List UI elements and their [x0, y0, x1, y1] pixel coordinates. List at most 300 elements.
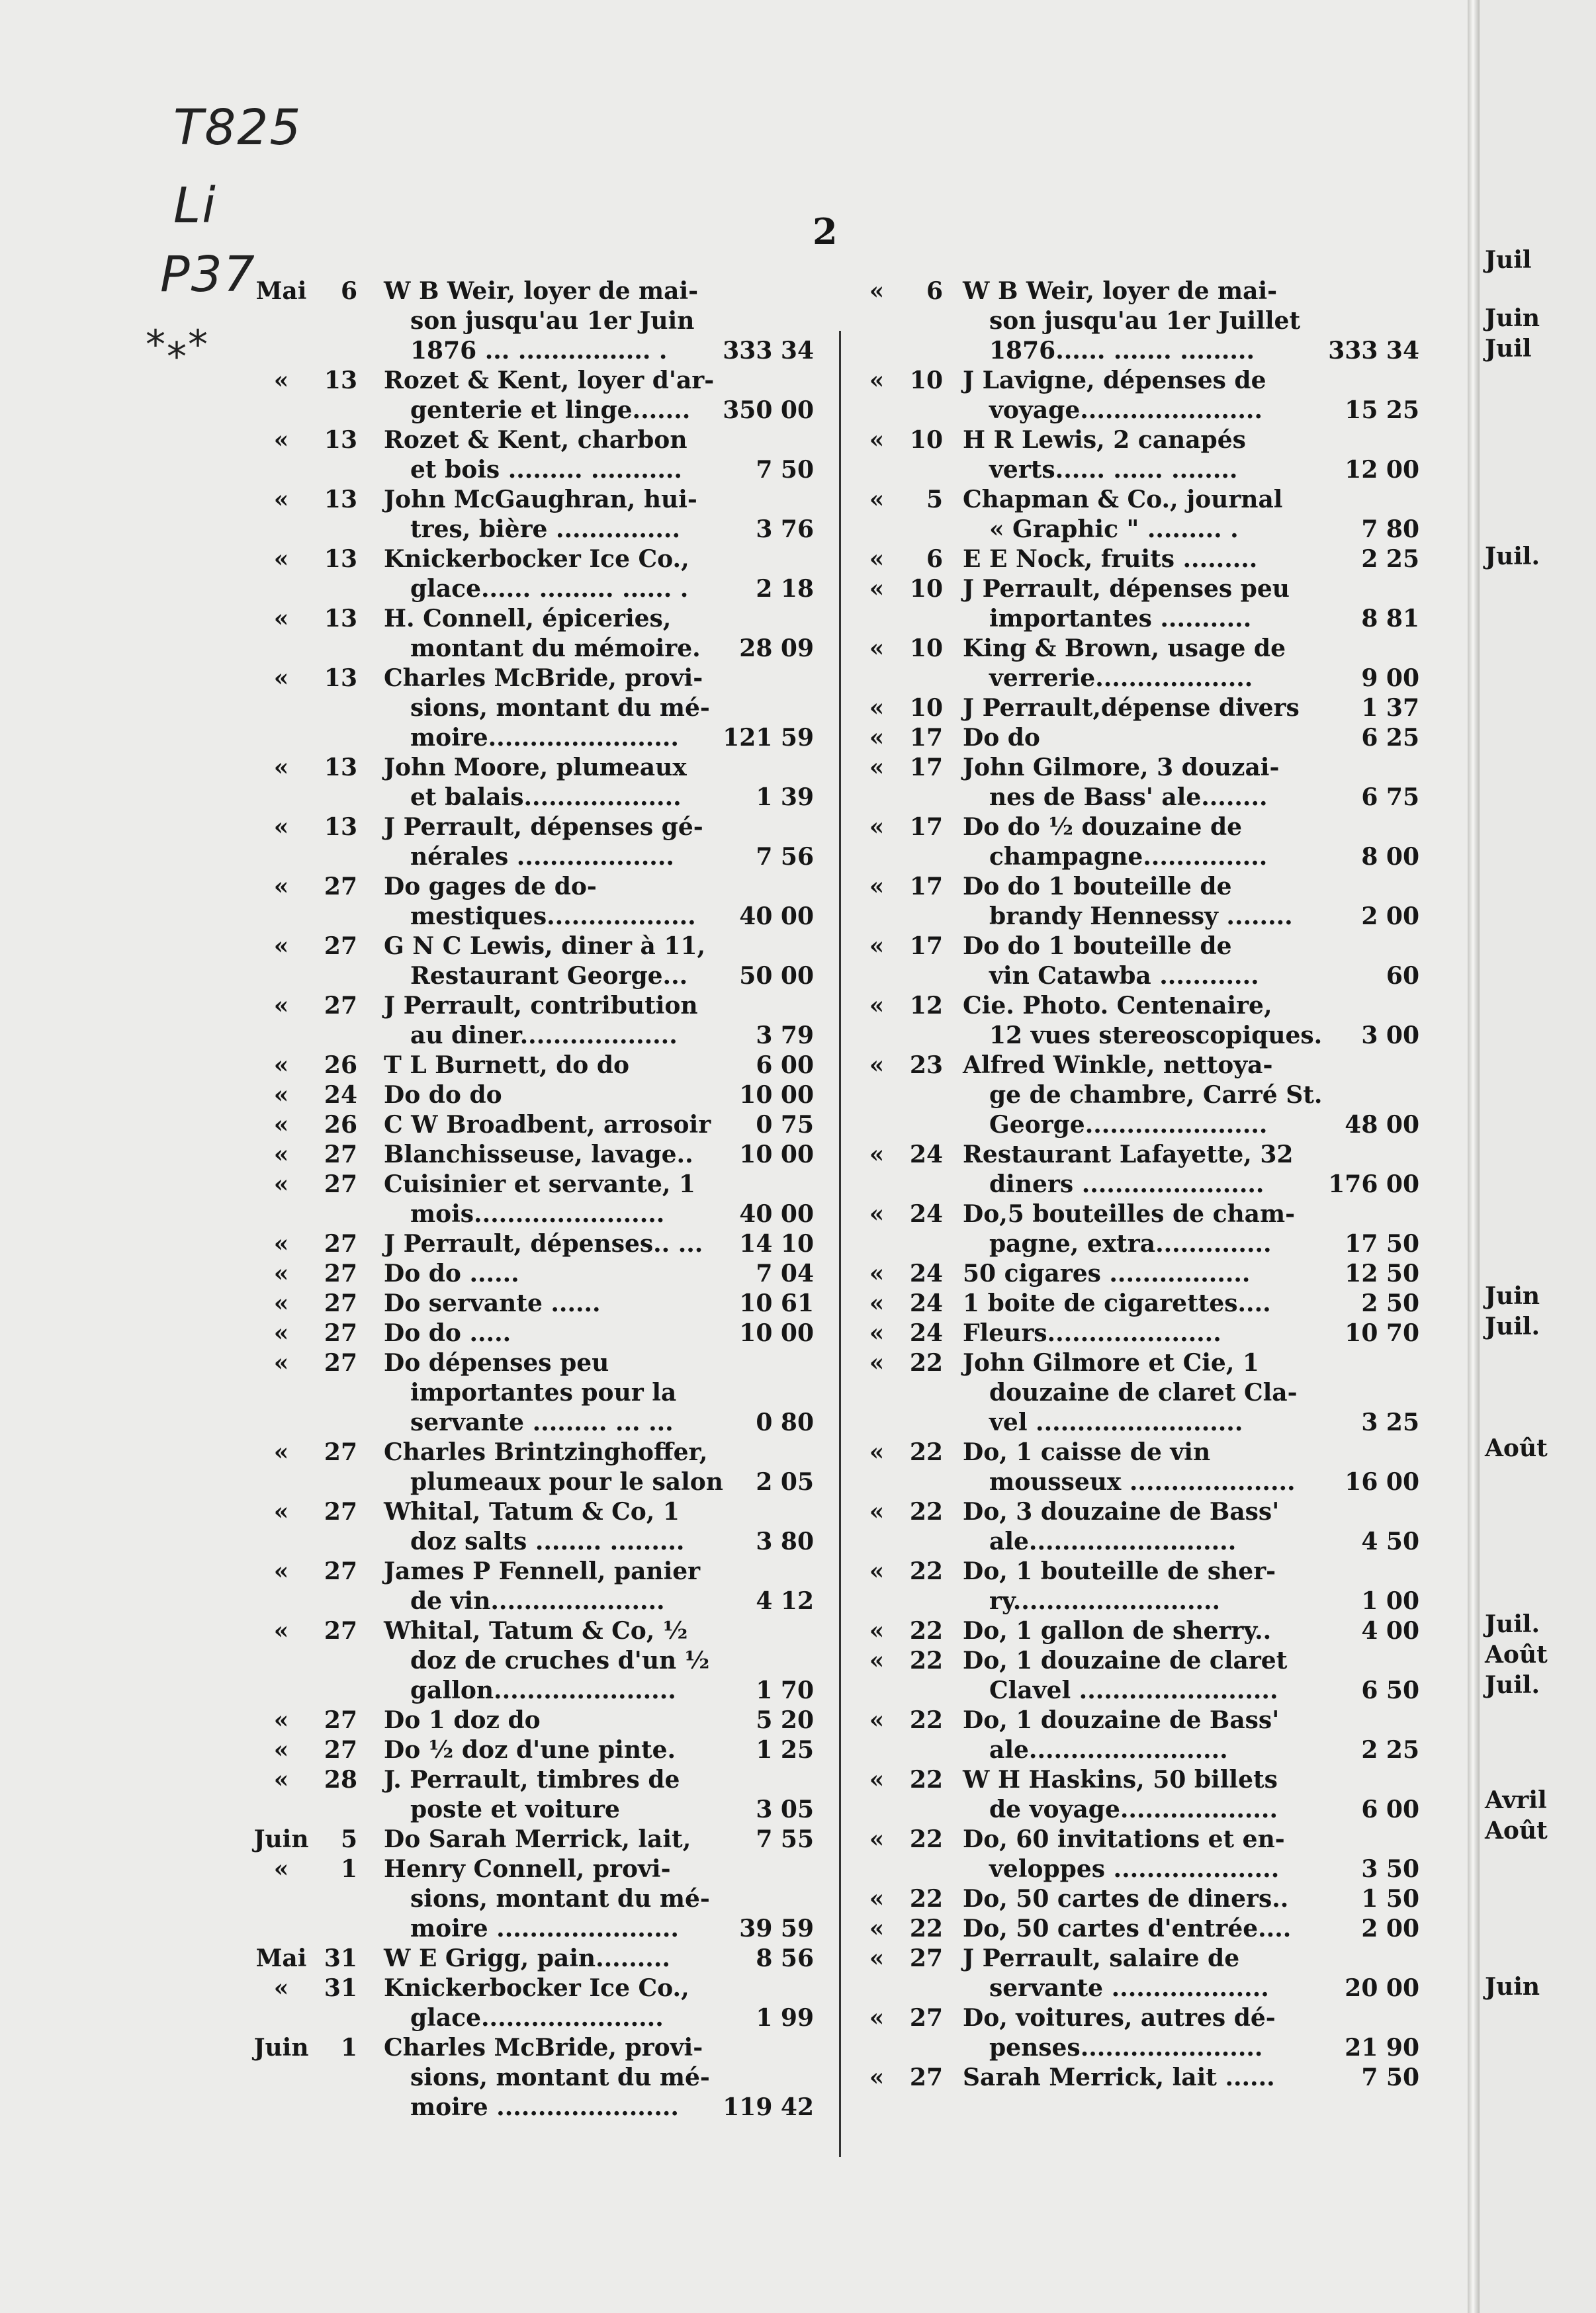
entry-description-line: John Gilmore, 3 douzai-	[963, 754, 1280, 781]
entry-month: «	[869, 1944, 885, 1972]
entry-description-line: Henry Connell, provi-	[384, 1855, 671, 1883]
entry-amount: 40 00	[739, 1200, 814, 1228]
entry-description	[384, 1080, 695, 1110]
entry-amount: 6 50	[1361, 1677, 1419, 1704]
entry-description-line: Restaurant Lafayette, 32	[963, 1141, 1294, 1168]
entry-day: 26	[324, 1111, 357, 1139]
entry-description	[384, 425, 695, 485]
entry-amount: 7 50	[756, 456, 814, 484]
entry-description	[384, 1557, 701, 1616]
entry-description	[963, 545, 1280, 574]
ledger-entry	[251, 1557, 834, 1616]
entry-description	[963, 485, 1283, 545]
entry-day: 22	[909, 1825, 943, 1853]
ledger-entry	[864, 2063, 1433, 2093]
entry-description-line: sions, montant du mé-	[410, 2064, 710, 2091]
entry-month: «	[869, 1557, 885, 1585]
ledger-entry	[251, 753, 834, 812]
entry-month: «	[869, 367, 885, 394]
entry-day: 17	[909, 873, 943, 900]
entry-amount: 8 81	[1361, 605, 1419, 633]
ledger-entry	[864, 1706, 1433, 1765]
entry-day: 24	[909, 1289, 943, 1317]
entry-description	[384, 1051, 695, 1080]
entry-day: 22	[909, 1349, 943, 1377]
entry-month: «	[273, 1260, 289, 1287]
entry-description-line: importantes pour la	[410, 1379, 677, 1407]
entry-day: 27	[324, 1141, 357, 1168]
entry-description-line: Chapman & Co., journal	[963, 486, 1283, 513]
entry-description	[963, 574, 1290, 634]
entry-amount: 7 04	[756, 1260, 814, 1287]
entry-amount: 6 00	[756, 1051, 814, 1079]
entry-description-line: importantes ...........	[989, 605, 1252, 633]
entry-day: 10	[909, 694, 943, 722]
entry-amount: 5 20	[756, 1706, 814, 1734]
entry-description	[963, 1914, 1292, 1944]
entry-month: «	[869, 1706, 885, 1734]
entry-description-line: mois.......................	[410, 1200, 665, 1228]
entry-month: «	[869, 1051, 885, 1079]
entry-description-line: ale........................	[989, 1736, 1228, 1764]
entry-description-line: voyage......................	[989, 396, 1263, 424]
entry-month: «	[869, 1438, 885, 1466]
entry-description-line: Do, 1 gallon de sherry..	[963, 1617, 1272, 1645]
entry-description-line: W E Grigg, pain.........	[384, 1944, 670, 1972]
entry-month: «	[869, 575, 885, 603]
entry-description-line: nes de Bass' ale........	[989, 783, 1268, 811]
entry-description-line: J Perrault, dépenses gé-	[384, 813, 703, 841]
ledger-entry	[864, 2003, 1433, 2063]
entry-description	[384, 1438, 723, 1497]
ledger-entry	[251, 1140, 834, 1170]
entry-day: 28	[324, 1766, 357, 1794]
entry-description	[963, 1497, 1280, 1557]
adjacent-page-date: Août	[1485, 1641, 1548, 1669]
entry-amount: 0 80	[756, 1409, 814, 1436]
entry-month: «	[273, 1498, 289, 1526]
entry-amount: 2 25	[1361, 545, 1419, 573]
entry-amount: 2 00	[1361, 1915, 1419, 1942]
ledger-entry	[864, 1200, 1433, 1259]
entry-day: 27	[324, 1349, 357, 1377]
entry-description-line: Do dépenses peu	[384, 1349, 609, 1377]
adjacent-page-date: Juil.	[1485, 1671, 1540, 1699]
entry-day: 13	[324, 426, 357, 454]
entry-month: «	[869, 1647, 885, 1675]
entry-day: 1	[340, 2034, 357, 2062]
entry-description	[384, 1944, 695, 1974]
entry-description-line: John Gilmore et Cie, 1	[963, 1349, 1259, 1377]
left-ledger-column	[251, 277, 834, 2122]
entry-day: 17	[909, 754, 943, 781]
entry-month: «	[273, 1766, 289, 1794]
entry-day: 6	[340, 277, 357, 305]
entry-description-line: Do do ½ douzaine de	[963, 813, 1243, 841]
entry-description-line: Do ½ doz d'une pinte.	[384, 1736, 676, 1764]
entry-month: «	[869, 1915, 885, 1942]
entry-amount: 7 50	[1361, 2064, 1419, 2091]
entry-day: 27	[324, 1230, 357, 1258]
entry-description-line: 1876...... ....... .........	[989, 337, 1255, 365]
entry-description-line: poste et voiture	[410, 1796, 620, 1823]
entry-month: «	[273, 1438, 289, 1466]
entry-description-line: Do, 3 douzaine de Bass'	[963, 1498, 1280, 1526]
entry-amount: 4 00	[1361, 1617, 1419, 1645]
entry-description-line: pagne, extra..............	[989, 1230, 1272, 1258]
entry-description-line: et balais...................	[410, 783, 682, 811]
entry-month: «	[869, 1141, 885, 1168]
entry-day: 17	[909, 813, 943, 841]
ledger-entry	[251, 545, 834, 604]
entry-description	[384, 1497, 695, 1557]
entry-month: «	[273, 1230, 289, 1258]
entry-day: 27	[324, 1706, 357, 1734]
entry-amount: 3 76	[756, 515, 814, 543]
entry-month: «	[869, 1349, 885, 1377]
entry-description-line: Charles Brintzinghoffer,	[384, 1438, 708, 1466]
entry-month: «	[273, 426, 289, 454]
entry-amount: 48 00	[1345, 1111, 1419, 1139]
adjacent-page-edge	[1480, 0, 1596, 2313]
ledger-entry	[864, 932, 1433, 991]
entry-month: «	[273, 1141, 289, 1168]
entry-description-line: W B Weir, loyer de mai-	[384, 277, 699, 305]
ledger-entry	[251, 485, 834, 545]
entry-month: «	[273, 1170, 289, 1198]
entry-amount: 60	[1386, 962, 1419, 990]
entry-amount: 119 42	[723, 2093, 814, 2121]
entry-amount: 3 50	[1361, 1855, 1419, 1883]
entry-description-line: Do 1 doz do	[384, 1706, 541, 1734]
entry-description-line: son jusqu'au 1er Juillet	[989, 307, 1301, 335]
entry-description-line: Do, 1 bouteille de sher-	[963, 1557, 1276, 1585]
entry-description-line: W B Weir, loyer de mai-	[963, 277, 1278, 305]
entry-description-line: Do servante ......	[384, 1289, 601, 1317]
adjacent-page-date: Juil	[1485, 246, 1532, 274]
entry-month: «	[273, 367, 289, 394]
ledger-entry	[251, 1051, 834, 1080]
ledger-entry	[864, 1557, 1433, 1616]
entry-day: 27	[324, 992, 357, 1020]
entry-description-line: au diner...................	[410, 1022, 678, 1049]
entry-description-line: John Moore, plumeaux	[384, 754, 687, 781]
entry-month: «	[869, 1885, 885, 1913]
entry-day: 22	[909, 1885, 943, 1913]
ledger-entry	[864, 277, 1433, 366]
entry-description-line: plumeaux pour le salon	[410, 1468, 723, 1496]
adjacent-page-date: Juil	[1485, 335, 1532, 363]
entry-description-line: Do,5 bouteilles de cham-	[963, 1200, 1296, 1228]
ledger-entry	[251, 1259, 834, 1289]
entry-description	[384, 1319, 695, 1348]
entry-day: 27	[324, 932, 357, 960]
entry-description	[963, 425, 1280, 485]
ledger-entry	[864, 1259, 1433, 1289]
entry-day: 22	[909, 1647, 943, 1675]
entry-description-line: et bois ......... ...........	[410, 456, 682, 484]
entry-description-line: H. Connell, épiceries,	[384, 605, 672, 633]
entry-description-line: Do do .....	[384, 1319, 511, 1347]
entry-description-line: T L Burnett, do do	[384, 1051, 630, 1079]
entry-description-line: James P Fennell, panier	[384, 1557, 701, 1585]
entry-description-line: J Perrault, dépenses peu	[963, 575, 1290, 603]
entry-day: 5	[340, 1825, 357, 1853]
entry-description-line: Rozet & Kent, charbon	[384, 426, 687, 454]
entry-description-line: Charles McBride, provi-	[384, 664, 703, 692]
entry-description-line: H R Lewis, 2 canapés	[963, 426, 1246, 454]
ledger-entry	[864, 485, 1433, 545]
entry-day: 22	[909, 1498, 943, 1526]
entry-day: 27	[324, 1260, 357, 1287]
entry-day: 22	[909, 1438, 943, 1466]
entry-month: «	[869, 754, 885, 781]
entry-description-line: tres, bière ...............	[410, 515, 680, 543]
entry-amount: 7 56	[756, 843, 814, 871]
entry-description	[963, 2003, 1280, 2063]
entry-month: «	[273, 605, 289, 633]
entry-month: «	[869, 1498, 885, 1526]
entry-month: «	[869, 1617, 885, 1645]
entry-day: 13	[324, 754, 357, 781]
entry-amount: 4 12	[756, 1587, 814, 1615]
entry-description-line: Do do 1 bouteille de	[963, 873, 1232, 900]
entry-description-line: ry.........................	[989, 1587, 1221, 1615]
entry-day: 13	[324, 605, 357, 633]
entry-description-line: Alfred Winkle, nettoya-	[963, 1051, 1273, 1079]
entry-month: «	[869, 545, 885, 573]
entry-amount: 1 50	[1361, 1885, 1419, 1913]
ledger-entry	[864, 1140, 1433, 1200]
ledger-entry	[251, 1825, 834, 1855]
entry-day: 24	[909, 1200, 943, 1228]
ledger-entry	[864, 1348, 1433, 1438]
entry-description-line: Do, 60 invitations et en-	[963, 1825, 1285, 1853]
entry-description-line: moire ......................	[410, 2093, 679, 2121]
entry-description-line: verrerie...................	[989, 664, 1253, 692]
entry-description-line: Cie. Photo. Centenaire,	[963, 992, 1272, 1020]
entry-amount: 2 00	[1361, 902, 1419, 930]
entry-description	[384, 1110, 711, 1140]
entry-description-line: Rozet & Kent, loyer d'ar-	[384, 367, 715, 394]
entry-amount: 8 00	[1361, 843, 1419, 871]
adjacent-page-date: Août	[1485, 1817, 1548, 1845]
entry-amount: 9 00	[1361, 664, 1419, 692]
entry-amount: 12 50	[1345, 1260, 1419, 1287]
ledger-entry	[251, 2033, 834, 2122]
ledger-entry	[251, 1706, 834, 1735]
entry-amount: 21 90	[1345, 2034, 1419, 2062]
right-ledger-column	[864, 277, 1433, 2093]
entry-amount: 1 37	[1361, 694, 1419, 722]
entry-month: «	[273, 545, 289, 573]
entry-description	[963, 1438, 1296, 1497]
entry-description-line: ale.........................	[989, 1528, 1237, 1555]
entry-description	[384, 1229, 703, 1259]
entry-amount: 350 00	[723, 396, 814, 424]
handwritten-note-3: P37	[160, 246, 256, 303]
ledger-entry	[251, 1735, 834, 1765]
entry-description-line: « Graphic " ......... .	[989, 515, 1239, 543]
entry-description-line: Do do	[963, 724, 1040, 752]
book-spine	[1468, 0, 1480, 2313]
entry-month: «	[869, 1289, 885, 1317]
entry-month: «	[869, 1766, 885, 1794]
ledger-entry	[251, 664, 834, 753]
entry-description	[963, 366, 1280, 425]
entry-description	[963, 1200, 1296, 1259]
ledger-entry	[251, 1616, 834, 1706]
entry-description-line: 1 boite de cigarettes....	[963, 1289, 1271, 1317]
ledger-entry	[251, 1348, 834, 1438]
entry-description-line: veloppes ....................	[989, 1855, 1280, 1883]
entry-description-line: champagne...............	[989, 843, 1268, 871]
entry-amount: 50 00	[739, 962, 814, 990]
entry-month: «	[273, 1706, 289, 1734]
entry-description-line: Sarah Merrick, lait ......	[963, 2064, 1275, 2091]
entry-amount: 4 50	[1361, 1528, 1419, 1555]
entry-description	[384, 991, 698, 1051]
entry-amount: 10 70	[1345, 1319, 1419, 1347]
entry-description-line: mestiques..................	[410, 902, 696, 930]
entry-day: 13	[324, 486, 357, 513]
entry-description-line: Do, 1 douzaine de claret	[963, 1647, 1288, 1675]
entry-description	[963, 1616, 1280, 1646]
entry-month: «	[273, 1289, 289, 1317]
entry-description	[384, 1765, 695, 1825]
page-number: 2	[813, 210, 838, 253]
entry-day: 22	[909, 1766, 943, 1794]
entry-month: «	[273, 932, 289, 960]
entry-description	[963, 723, 1280, 753]
entry-description-line: sions, montant du mé-	[410, 694, 710, 722]
entry-description	[963, 1140, 1294, 1200]
entry-day: 10	[909, 367, 943, 394]
entry-description	[963, 1319, 1280, 1348]
entry-description-line: de voyage...................	[989, 1796, 1278, 1823]
entry-month: «	[273, 1349, 289, 1377]
entry-day: 24	[324, 1081, 357, 1109]
entry-amount: 3 00	[1361, 1022, 1419, 1049]
entry-description	[384, 1974, 695, 2033]
entry-month: «	[869, 1200, 885, 1228]
entry-day: 26	[324, 1051, 357, 1079]
ledger-entry	[251, 1765, 834, 1825]
entry-month: «	[869, 1825, 885, 1853]
entry-description	[963, 693, 1300, 723]
entry-description-line: sions, montant du mé-	[410, 1885, 710, 1913]
entry-description-line: servante ......... ... ...	[410, 1409, 674, 1436]
entry-description-line: glace......................	[410, 2004, 664, 2032]
entry-description-line: J Lavigne, dépenses de	[963, 367, 1266, 394]
adjacent-page-date: Juin	[1485, 1282, 1540, 1310]
entry-description-line: genterie et linge.......	[410, 396, 691, 424]
entry-description	[384, 1706, 695, 1735]
entry-description	[384, 932, 706, 991]
entry-day: 27	[324, 1557, 357, 1585]
entry-day: 10	[909, 634, 943, 662]
entry-month: «	[273, 754, 289, 781]
entry-description	[963, 753, 1280, 812]
entry-amount: 8 56	[756, 1944, 814, 1972]
ledger-entry	[864, 574, 1433, 634]
entry-day: 6	[926, 545, 943, 573]
entry-day: 10	[909, 426, 943, 454]
ledger-entry	[251, 812, 834, 872]
entry-description	[384, 1855, 710, 1944]
handwritten-note-1: T825	[173, 99, 302, 156]
entry-month: «	[869, 2064, 885, 2091]
entry-description	[384, 1616, 710, 1706]
ledger-entry	[864, 693, 1433, 723]
entry-description-line: C W Broadbent, arrosoir	[384, 1111, 711, 1139]
entry-month: «	[273, 1855, 289, 1883]
entry-description-line: montant du mémoire.	[410, 634, 701, 662]
entry-day: 1	[340, 1855, 357, 1883]
entry-amount: 176 00	[1328, 1170, 1419, 1198]
entry-description	[384, 2033, 710, 2122]
entry-description-line: son jusqu'au 1er Juin	[410, 307, 695, 335]
ledger-entry	[251, 1974, 834, 2033]
entry-day: 27	[324, 1289, 357, 1317]
entry-description-line: Do, voitures, autres dé-	[963, 2004, 1276, 2032]
entry-description-line: doz de cruches d'un ½	[410, 1647, 710, 1675]
entry-month: Juin	[253, 1825, 309, 1853]
entry-description-line: Do do do	[384, 1081, 502, 1109]
entry-day: 27	[324, 1170, 357, 1198]
entry-description-line: moire.......................	[410, 724, 679, 752]
entry-amount: 6 25	[1361, 724, 1419, 752]
entry-day: 5	[926, 486, 943, 513]
entry-month: «	[869, 694, 885, 722]
entry-description	[384, 1140, 695, 1170]
ledger-entry	[864, 723, 1433, 753]
entry-description-line: Cuisinier et servante, 1	[384, 1170, 695, 1198]
entry-month: «	[273, 1736, 289, 1764]
ledger-entry	[864, 1616, 1433, 1646]
entry-description-line: 50 cigares .................	[963, 1260, 1251, 1287]
entry-description-line: King & Brown, usage de	[963, 634, 1286, 662]
entry-amount: 28 09	[739, 634, 814, 662]
entry-amount: 10 00	[739, 1319, 814, 1347]
entry-amount: 1 39	[756, 783, 814, 811]
entry-amount: 7 55	[756, 1825, 814, 1853]
entry-month: «	[273, 1111, 289, 1139]
ledger-entry	[251, 1229, 834, 1259]
adjacent-page-date: Août	[1485, 1434, 1548, 1462]
entry-amount: 2 18	[756, 575, 814, 603]
ledger-entry	[864, 1289, 1433, 1319]
entry-description	[384, 1259, 695, 1289]
entry-day: 27	[909, 2064, 943, 2091]
entry-month: Mai	[255, 277, 307, 305]
entry-day: 31	[324, 1944, 357, 1972]
entry-month: «	[869, 932, 885, 960]
entry-description-line: vel .........................	[989, 1409, 1243, 1436]
ledger-entry	[864, 1944, 1433, 2003]
entry-day: 12	[909, 992, 943, 1020]
entry-amount: 3 05	[756, 1796, 814, 1823]
entry-description-line: Do Sarah Merrick, lait,	[384, 1825, 691, 1853]
entry-amount: 10 00	[739, 1081, 814, 1109]
entry-description-line: J Perrault,dépense divers	[963, 694, 1300, 722]
entry-month: «	[273, 813, 289, 841]
entry-amount: 20 00	[1345, 1974, 1419, 2002]
entry-description-line: douzaine de claret Cla-	[989, 1379, 1298, 1407]
entry-description-line: Do do ......	[384, 1260, 519, 1287]
entry-description	[963, 1884, 1289, 1914]
entry-amount: 121 59	[723, 724, 814, 752]
